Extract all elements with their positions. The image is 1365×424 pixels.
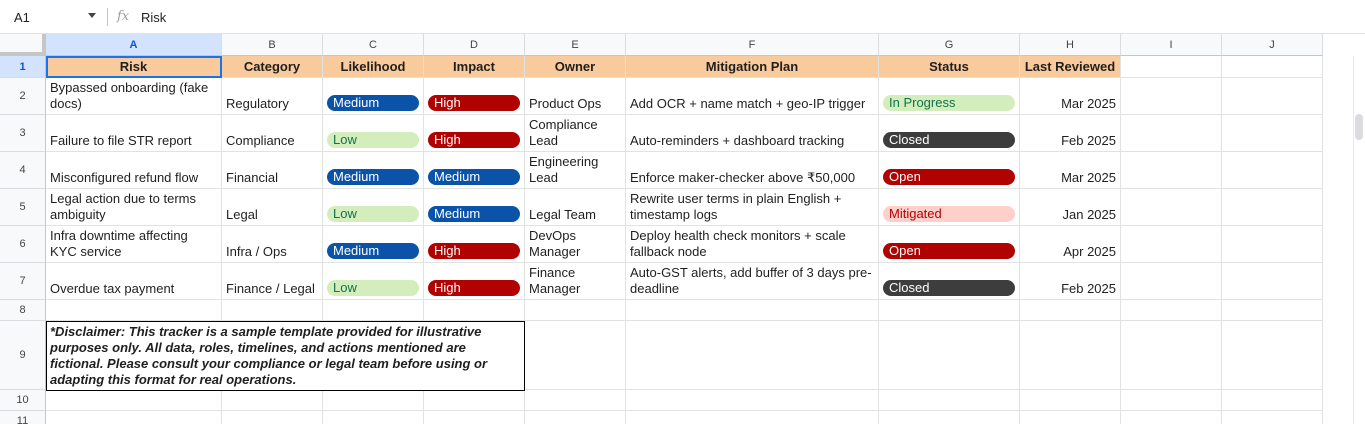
- grid-cell[interactable]: [1222, 152, 1323, 189]
- formula-bar: [0, 0, 1365, 34]
- row-header-6[interactable]: 6: [0, 226, 46, 263]
- cell-likelihood[interactable]: [323, 152, 424, 189]
- cell-last-reviewed[interactable]: [1020, 152, 1121, 189]
- cell-last-reviewed[interactable]: [1020, 78, 1121, 115]
- impact-chip[interactable]: High: [428, 280, 520, 296]
- cell-likelihood[interactable]: [323, 189, 424, 226]
- mitigation-text: Deploy health check monitors + scale fallback node: [630, 228, 846, 259]
- last-reviewed-text: Mar 2025: [1061, 170, 1116, 185]
- column-header-f[interactable]: F: [626, 34, 879, 56]
- disclaimer-note: *Disclaimer: This tracker is a sample template provided for illustrative purposes only. All data, roles, timelines, and actions mentioned are fictional. Please consult your compliance or legal team before using or adapting this format for real operations.: [46, 321, 525, 391]
- owner-text: Finance Manager: [529, 265, 581, 296]
- risk-text: Bypassed onboarding (fake docs): [50, 80, 209, 111]
- header-cell-category[interactable]: Category: [222, 56, 323, 78]
- spreadsheet-grid[interactable]: [0, 34, 1365, 424]
- grid-cell[interactable]: [323, 390, 424, 411]
- cell-likelihood[interactable]: [323, 226, 424, 263]
- category-text: Infra / Ops: [226, 244, 287, 259]
- grid-cell[interactable]: [1222, 300, 1323, 321]
- impact-chip[interactable]: High: [428, 95, 520, 111]
- grid-cell[interactable]: [626, 390, 879, 411]
- cell-status[interactable]: [879, 115, 1020, 152]
- grid-cell[interactable]: [1121, 226, 1222, 263]
- cell-owner[interactable]: [525, 78, 626, 115]
- grid-cell[interactable]: [1121, 78, 1222, 115]
- column-header-j[interactable]: J: [1222, 34, 1323, 56]
- last-reviewed-text: Mar 2025: [1061, 96, 1116, 111]
- chevron-down-icon[interactable]: [88, 13, 96, 18]
- column-header-d[interactable]: D: [424, 34, 525, 56]
- cell-impact[interactable]: [424, 226, 525, 263]
- risk-text: Misconfigured refund flow: [50, 170, 199, 185]
- grid-cell[interactable]: [1121, 263, 1222, 300]
- owner-text: Engineering Lead: [529, 154, 599, 185]
- grid-cell[interactable]: [879, 411, 1020, 424]
- last-reviewed-text: Jan 2025: [1062, 207, 1116, 222]
- grid-cell[interactable]: [879, 300, 1020, 321]
- grid-cell[interactable]: [879, 321, 1020, 390]
- fx-icon: fx: [117, 9, 130, 24]
- cell-mitigation[interactable]: [626, 263, 879, 300]
- cell-mitigation[interactable]: [626, 152, 879, 189]
- cell-impact[interactable]: [424, 263, 525, 300]
- risk-text: Infra downtime affecting KYC service: [50, 228, 188, 259]
- grid-cell[interactable]: [525, 411, 626, 424]
- cell-last-reviewed[interactable]: [1020, 189, 1121, 226]
- cell-status[interactable]: [879, 152, 1020, 189]
- cell-risk[interactable]: [46, 189, 222, 226]
- grid-cell[interactable]: [1020, 321, 1121, 390]
- row-header-8[interactable]: 8: [0, 300, 46, 321]
- grid-cell[interactable]: [1020, 300, 1121, 321]
- cell-risk[interactable]: [46, 152, 222, 189]
- grid-cell[interactable]: [1222, 226, 1323, 263]
- header-cell-last-reviewed[interactable]: Last Reviewed: [1020, 56, 1121, 78]
- grid-cell[interactable]: [1121, 300, 1222, 321]
- cell-category[interactable]: [222, 78, 323, 115]
- column-header-h[interactable]: H: [1020, 34, 1121, 56]
- cell-likelihood[interactable]: [323, 78, 424, 115]
- grid-cell[interactable]: [1222, 56, 1323, 78]
- status-chip[interactable]: Mitigated: [883, 206, 1015, 222]
- risk-text: Legal action due to terms ambiguity: [50, 191, 196, 222]
- grid-cell[interactable]: [1121, 56, 1222, 78]
- grid-cell[interactable]: [1121, 189, 1222, 226]
- cell-owner[interactable]: [525, 152, 626, 189]
- grid-cell[interactable]: [1121, 411, 1222, 424]
- grid-cell[interactable]: [222, 411, 323, 424]
- cell-category[interactable]: [222, 263, 323, 300]
- grid-cell[interactable]: [626, 321, 879, 390]
- cell-risk[interactable]: [46, 263, 222, 300]
- grid-cell[interactable]: [626, 300, 879, 321]
- column-header-i[interactable]: I: [1121, 34, 1222, 56]
- grid-cell[interactable]: [424, 411, 525, 424]
- mitigation-text: Auto-GST alerts, add buffer of 3 days pre-deadline: [630, 265, 872, 296]
- name-box-value: A1: [14, 9, 30, 25]
- grid-cell[interactable]: [424, 300, 525, 321]
- cell-owner[interactable]: [525, 226, 626, 263]
- risk-text: Overdue tax payment: [50, 281, 175, 296]
- likelihood-chip[interactable]: Low: [327, 132, 419, 148]
- select-all-corner[interactable]: [0, 34, 46, 56]
- grid-cell[interactable]: [1222, 78, 1323, 115]
- grid-cell[interactable]: [1121, 390, 1222, 411]
- cell-impact[interactable]: [424, 152, 525, 189]
- category-text: Finance / Legal: [226, 281, 315, 296]
- cell-category[interactable]: [222, 152, 323, 189]
- row-header-11[interactable]: 11: [0, 411, 46, 424]
- cell-status[interactable]: [879, 263, 1020, 300]
- owner-text: DevOps Manager: [529, 228, 581, 259]
- row-header-7[interactable]: 7: [0, 263, 46, 300]
- cell-impact[interactable]: [424, 115, 525, 152]
- cell-impact[interactable]: [424, 189, 525, 226]
- owner-text: Product Ops: [529, 96, 602, 111]
- header-cell-owner[interactable]: Owner: [525, 56, 626, 78]
- last-reviewed-text: Feb 2025: [1061, 133, 1116, 148]
- grid-cell[interactable]: [879, 390, 1020, 411]
- cell-mitigation[interactable]: [626, 115, 879, 152]
- mitigation-text: Rewrite user terms in plain English + timestamp logs: [630, 191, 842, 222]
- grid-cell[interactable]: [46, 411, 222, 424]
- cell-last-reviewed[interactable]: [1020, 263, 1121, 300]
- cell-owner[interactable]: [525, 115, 626, 152]
- grid-cell[interactable]: [1020, 411, 1121, 424]
- grid-cell[interactable]: [323, 300, 424, 321]
- category-text: Regulatory: [226, 96, 289, 111]
- grid-cell[interactable]: [46, 390, 222, 411]
- cell-mitigation[interactable]: [626, 78, 879, 115]
- impact-chip[interactable]: Medium: [428, 169, 520, 185]
- header-cell-mitigation[interactable]: Mitigation Plan: [626, 56, 879, 78]
- grid-cell[interactable]: [1121, 152, 1222, 189]
- grid-cell[interactable]: [525, 300, 626, 321]
- owner-text: Compliance Lead: [529, 117, 598, 148]
- grid-cell[interactable]: [1222, 411, 1323, 424]
- owner-text: Legal Team: [529, 207, 596, 222]
- row-header-4[interactable]: 4: [0, 152, 46, 189]
- column-header-e[interactable]: E: [525, 34, 626, 56]
- cell-likelihood[interactable]: [323, 115, 424, 152]
- grid-cell[interactable]: [1121, 115, 1222, 152]
- status-chip[interactable]: Open: [883, 243, 1015, 259]
- likelihood-chip[interactable]: Medium: [327, 243, 419, 259]
- row-header-9[interactable]: 9: [0, 321, 46, 390]
- cell-risk[interactable]: [46, 78, 222, 115]
- header-cell-status[interactable]: Status: [879, 56, 1020, 78]
- header-cell-impact[interactable]: Impact: [424, 56, 525, 78]
- cell-owner[interactable]: [525, 263, 626, 300]
- column-header-c[interactable]: C: [323, 34, 424, 56]
- cell-status[interactable]: [879, 78, 1020, 115]
- scrollbar-thumb[interactable]: [1355, 114, 1363, 140]
- grid-cell[interactable]: [626, 411, 879, 424]
- row-header-2[interactable]: 2: [0, 78, 46, 115]
- likelihood-chip[interactable]: Low: [327, 280, 419, 296]
- likelihood-chip[interactable]: Medium: [327, 95, 419, 111]
- mitigation-text: Enforce maker-checker above ₹50,000: [630, 170, 856, 185]
- cell-risk[interactable]: [46, 115, 222, 152]
- cell-status[interactable]: [879, 189, 1020, 226]
- column-header-b[interactable]: B: [222, 34, 323, 56]
- grid-cell[interactable]: [424, 390, 525, 411]
- cell-mitigation[interactable]: [626, 226, 879, 263]
- row-header-5[interactable]: 5: [0, 189, 46, 226]
- cell-likelihood[interactable]: [323, 263, 424, 300]
- cell-owner[interactable]: [525, 189, 626, 226]
- grid-cell[interactable]: [1222, 189, 1323, 226]
- row-header-3[interactable]: 3: [0, 115, 46, 152]
- cell-last-reviewed[interactable]: [1020, 226, 1121, 263]
- formula-input[interactable]: Risk: [141, 10, 167, 25]
- cell-risk[interactable]: [46, 226, 222, 263]
- column-header-g[interactable]: G: [879, 34, 1020, 56]
- grid-cell[interactable]: [222, 390, 323, 411]
- column-header-a[interactable]: A: [46, 34, 222, 56]
- grid-cell[interactable]: [525, 321, 626, 390]
- category-text: Financial: [226, 170, 279, 185]
- impact-chip[interactable]: High: [428, 243, 520, 259]
- impact-chip[interactable]: Medium: [428, 206, 520, 222]
- likelihood-chip[interactable]: Medium: [327, 169, 419, 185]
- last-reviewed-text: Feb 2025: [1061, 281, 1116, 296]
- cell-last-reviewed[interactable]: [1020, 115, 1121, 152]
- category-text: Legal: [226, 207, 258, 222]
- grid-cell[interactable]: [1121, 321, 1222, 390]
- cell-category[interactable]: [222, 115, 323, 152]
- cell-mitigation[interactable]: [626, 189, 879, 226]
- likelihood-chip[interactable]: Low: [327, 206, 419, 222]
- grid-cell[interactable]: [222, 300, 323, 321]
- cell-status[interactable]: [879, 226, 1020, 263]
- cell-category[interactable]: [222, 189, 323, 226]
- grid-cell[interactable]: [1020, 390, 1121, 411]
- grid-cell[interactable]: [46, 300, 222, 321]
- header-cell-likelihood[interactable]: Likelihood: [323, 56, 424, 78]
- name-box[interactable]: [6, 5, 102, 29]
- mitigation-text: Add OCR + name match + geo-IP trigger: [630, 96, 866, 111]
- status-chip[interactable]: Open: [883, 169, 1015, 185]
- last-reviewed-text: Apr 2025: [1063, 244, 1116, 259]
- grid-cell[interactable]: [525, 390, 626, 411]
- risk-text: Failure to file STR report: [50, 133, 192, 148]
- vertical-scrollbar[interactable]: [1353, 56, 1365, 424]
- cell-impact[interactable]: [424, 78, 525, 115]
- grid-cell[interactable]: [1222, 115, 1323, 152]
- row-header-1[interactable]: 1: [0, 56, 46, 78]
- impact-chip[interactable]: High: [428, 132, 520, 148]
- grid-cell[interactable]: [1222, 263, 1323, 300]
- row-header-10[interactable]: 10: [0, 390, 46, 411]
- status-chip[interactable]: Closed: [883, 132, 1015, 148]
- grid-cell[interactable]: [1222, 390, 1323, 411]
- mitigation-text: Auto-reminders + dashboard tracking: [630, 133, 845, 148]
- header-cell-risk[interactable]: Risk: [46, 56, 222, 78]
- grid-cell[interactable]: [1222, 321, 1323, 390]
- category-text: Compliance: [226, 133, 295, 148]
- cell-category[interactable]: [222, 226, 323, 263]
- formula-bar-divider: [107, 8, 108, 26]
- status-chip[interactable]: In Progress: [883, 95, 1015, 111]
- status-chip[interactable]: Closed: [883, 280, 1015, 296]
- grid-cell[interactable]: [323, 411, 424, 424]
